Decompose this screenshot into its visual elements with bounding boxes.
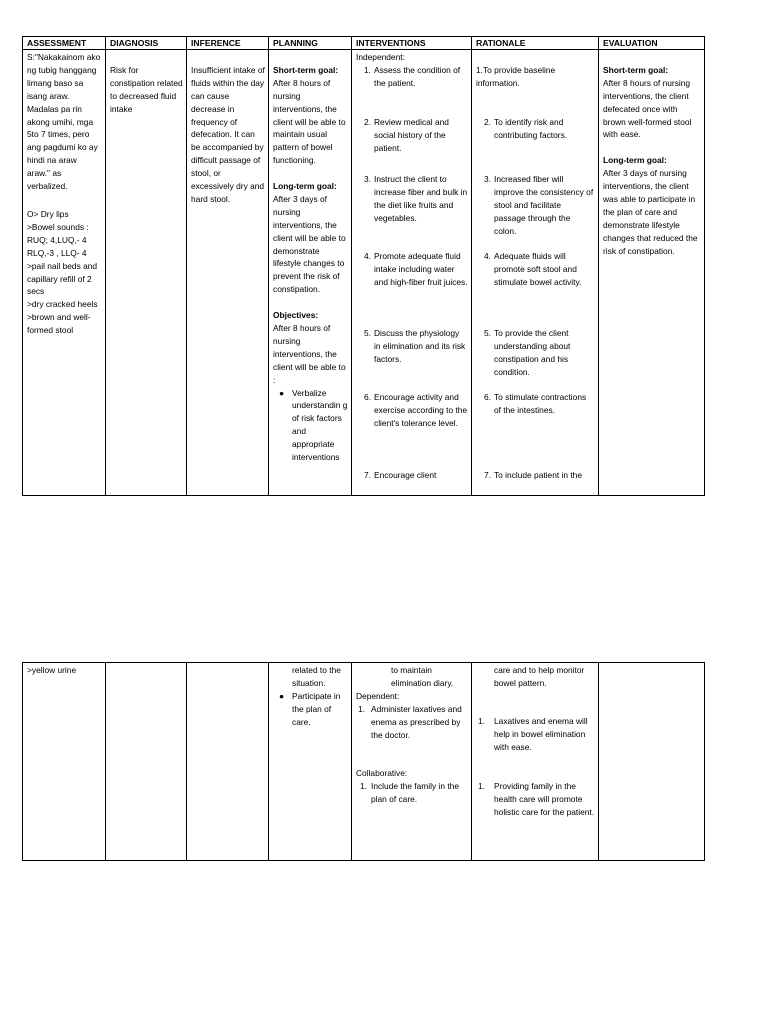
header-assessment: ASSESSMENT: [23, 37, 106, 50]
item-text: Administer laxatives and enema as prescribed by the doctor.: [371, 703, 462, 740]
header-evaluation: EVALUATION: [599, 37, 705, 50]
item-text: To stimulate contractions of the intestines.: [494, 391, 587, 415]
planning-long-label: Long-term goal:: [273, 181, 337, 192]
item-number: 7.: [484, 469, 491, 480]
diagnosis-cell-cont: [106, 663, 187, 861]
item-text: Encourage activity and exercise according to the client's tolerance level.: [374, 391, 468, 428]
item-number: 1.: [360, 780, 367, 791]
list-item: [356, 780, 468, 806]
objective-heels: >dry cracked heels: [27, 299, 98, 310]
list-item: [476, 116, 595, 173]
assessment-cell-cont: [23, 663, 106, 861]
planning-short-label: Short-term goal:: [273, 64, 339, 75]
planning-objectives-label: Objectives:: [273, 310, 319, 321]
header-planning: PLANNING: [269, 37, 352, 50]
diagnosis-cell: [106, 50, 187, 496]
evaluation-long-text: After 3 days of nursing interventions, the client was able to participate in the plan of care and demonstrate lifestyle changes that reduced the risk of constipation.: [603, 168, 698, 256]
table-row: [23, 663, 705, 861]
table-row: [23, 50, 705, 496]
rationale-cell: [472, 50, 599, 496]
list-item: [476, 250, 595, 327]
header-inference: INFERENCE: [187, 37, 269, 50]
inference-cell-cont: [187, 663, 269, 861]
item-text: Adequate fluids will promote soft stool and stimulate bowel activity.: [494, 250, 582, 287]
dependent-list: [356, 703, 468, 767]
inference-text: Insufficient intake of fluids within the day can cause decrease in frequency of defecation. It can be accompanied by difficult passage of stool, or excessively dry and hard stool.: [191, 64, 265, 204]
list-item: [356, 703, 468, 767]
list-item: [356, 250, 468, 327]
rationale-cell-cont: [472, 663, 599, 861]
list-item: [273, 690, 348, 729]
evaluation-short-label: Short-term goal:: [603, 64, 669, 75]
item-text: Providing family in the health care will promote holistic care for the patient.: [494, 780, 595, 817]
interventions-cell: [352, 50, 472, 496]
list-item: [356, 391, 468, 469]
item-text: To identify risk and contributing factors.: [494, 116, 568, 140]
inference-cell: [187, 50, 269, 496]
collaborative-list: [356, 780, 468, 806]
rationale-list: [476, 116, 595, 482]
list-item: [476, 469, 595, 482]
intervention-7-cont: to maintain elimination diary.: [391, 665, 454, 688]
objective-bullet-cont: related to the situation.: [292, 665, 341, 688]
independent-label: Independent:: [356, 52, 405, 62]
rationale-1: 1.To provide baseline information.: [476, 64, 556, 88]
item-number: 3.: [484, 173, 491, 184]
diagnosis-text: Risk for constipation related to decreased fluid intake: [110, 64, 183, 114]
collaborative-label: Collaborative:: [356, 767, 408, 778]
item-text: Assess the condition of the patient.: [374, 64, 461, 88]
evaluation-short-text: After 8 hours of nursing interventions, the client defecated once with brown well-formed stool with ease.: [603, 77, 692, 140]
item-text: Discuss the physiology in elimination and its risk factors.: [374, 327, 466, 364]
item-number: 5.: [484, 327, 491, 338]
item-text: Review medical and social history of the patient.: [374, 116, 449, 153]
objective-urine: >yellow urine: [27, 665, 77, 675]
item-number: 6.: [364, 391, 371, 402]
item-number: 7.: [364, 469, 371, 480]
header-rationale: RATIONALE: [472, 37, 599, 50]
list-item: [476, 327, 595, 391]
bullet-icon: ●: [279, 387, 285, 398]
list-item: [356, 469, 468, 482]
evaluation-cell: [599, 50, 705, 496]
bullet-icon: ●: [279, 690, 285, 701]
item-text: Include the family in the plan of care.: [371, 780, 459, 804]
list-item: [356, 116, 468, 173]
header-interventions: INTERVENTIONS: [352, 37, 472, 50]
care-plan-table-part-1: [22, 36, 705, 496]
item-number: 5.: [364, 327, 371, 338]
item-text: Encourage client: [374, 469, 437, 480]
assessment-cell: [23, 50, 106, 496]
planning-short-text: After 8 hours of nursing interventions, the client will be able to maintain usual pattern of bowel functioning.: [273, 77, 346, 166]
list-item: [273, 387, 348, 464]
header-diagnosis: DIAGNOSIS: [106, 37, 187, 50]
table-header-row: [23, 37, 705, 50]
list-item: [476, 780, 595, 819]
planning-long-text: After 3 days of nursing interventions, the client will be able to demonstrate lifestyle changes to prevent the risk of constipation.: [273, 193, 346, 295]
rationale-dependent-list: [476, 715, 595, 819]
item-number: 4.: [364, 250, 371, 261]
interventions-list: [356, 64, 468, 482]
item-text: Promote adequate fluid intake including water and high-fiber fruit juices.: [374, 250, 468, 287]
list-item: [476, 391, 595, 469]
item-number: 1.: [358, 703, 365, 714]
dependent-label: Dependent:: [356, 690, 400, 701]
evaluation-long-label: Long-term goal:: [603, 155, 667, 166]
evaluation-cell-cont: [599, 663, 705, 861]
objective-bullet-text: Participate in the plan of care.: [292, 690, 341, 727]
list-item: [356, 327, 468, 391]
rationale-7-cont: care and to help monitor bowel pattern.: [494, 665, 585, 688]
list-item: [476, 173, 595, 250]
interventions-cell-cont: [352, 663, 472, 861]
item-text: Laxatives and enema will help in bowel elimination with ease.: [494, 715, 588, 752]
planning-cell-cont: [269, 663, 352, 861]
objective-bowel-sounds: >Bowel sounds : RUQ; 4,LUQ,- 4 RLQ,-3 , LLQ- 4: [27, 221, 89, 258]
item-number: 3.: [364, 173, 371, 184]
list-item: [476, 715, 595, 780]
item-number: 1.: [478, 715, 485, 726]
objective-bullet-text: Verbalize understandin g of risk factors and appropriate interventions: [292, 387, 348, 463]
item-number: 6.: [484, 391, 491, 402]
list-item: [356, 173, 468, 250]
objective-stool: >brown and well-formed stool: [27, 312, 91, 336]
objective-dry-lips: O> Dry lips: [27, 208, 69, 219]
planning-objectives-text: After 8 hours of nursing interventions, the client will be able to :: [273, 322, 346, 385]
planning-cell: [269, 50, 352, 496]
item-text: To include patient in the: [494, 469, 582, 480]
item-text: To provide the client understanding about constipation and his condition.: [494, 327, 571, 377]
item-number: 1.: [364, 64, 371, 75]
item-text: Instruct the client to increase fiber and bulk in the diet like fruits and vegetables.: [374, 173, 468, 223]
item-text: Increased fiber will improve the consistency of stool and facilitate passage through the colon.: [494, 173, 594, 236]
item-number: 4.: [484, 250, 491, 261]
objective-nail-beds: >pail nail beds and capillary refill of 2 secs: [27, 260, 98, 297]
care-plan-table-part-2: [22, 662, 705, 861]
item-number: 2.: [484, 116, 491, 127]
subjective-data: S:"Nakakainom ako ng tubig hanggang limang baso sa isang araw. Madalas pa rin akong umihi, mga 5to 7 times, pero ang pagdumi ko ay hindi na araw araw." as verbalized.: [27, 52, 101, 192]
item-number: 2.: [364, 116, 371, 127]
list-item: [356, 64, 468, 116]
item-number: 1.: [478, 780, 485, 791]
